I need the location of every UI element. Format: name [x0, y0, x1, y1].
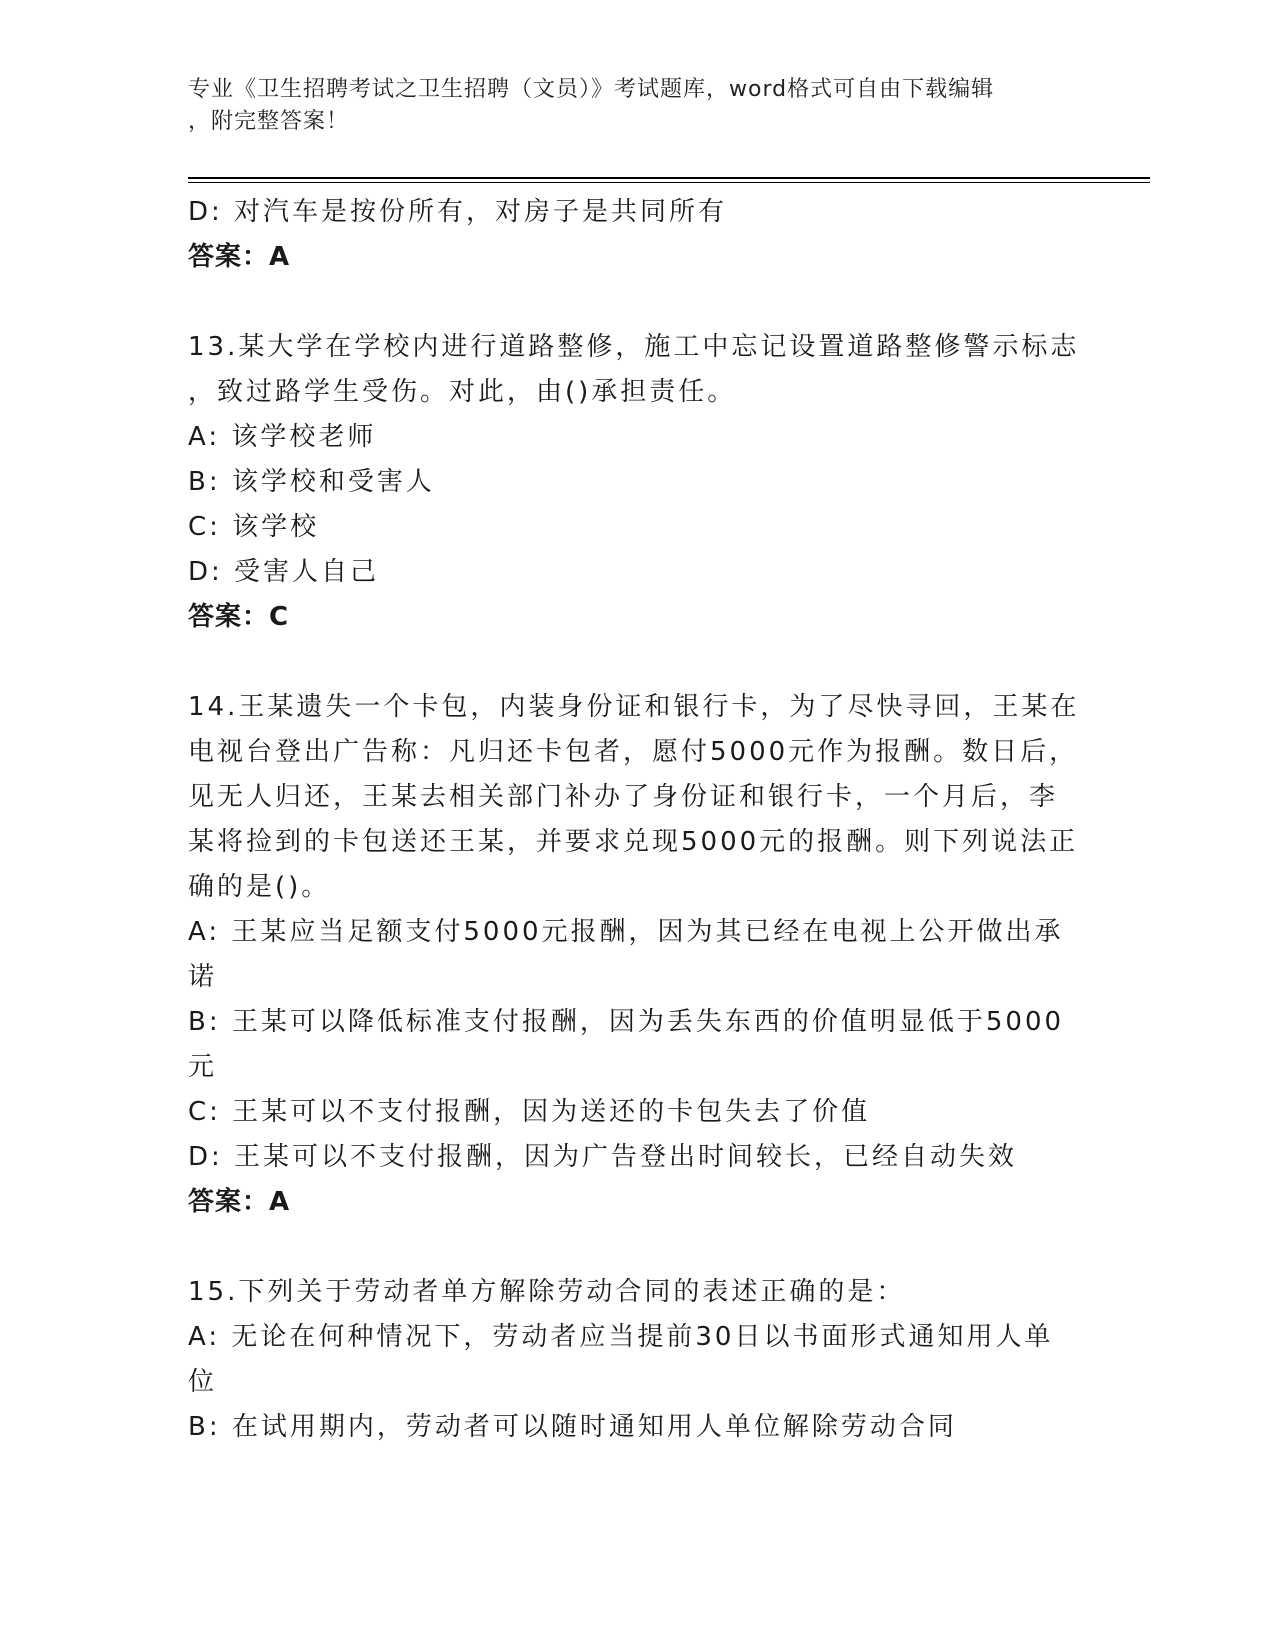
answer: 答案：C	[188, 602, 290, 632]
option-b-continued: 元	[188, 1052, 218, 1082]
question-stem-line: 某将捡到的卡包送还王某，并要求兑现5000元的报酬。则下列说法正	[188, 827, 1079, 857]
question-stem-line: 13.某大学在学校内进行道路整修，施工中忘记设置道路整修警示标志	[188, 332, 1080, 362]
question-stem-line: 确的是()。	[188, 872, 331, 902]
option-a-continued: 位	[188, 1367, 218, 1397]
page-header	[188, 74, 1068, 138]
option-d: D: 对汽车是按份所有，对房子是共同所有	[188, 197, 728, 227]
spacer	[188, 1225, 1088, 1270]
option-b: B: 王某可以降低标准支付报酬，因为丢失东西的价值明显低于5000	[188, 1007, 1065, 1037]
option-c: C: 该学校	[188, 512, 320, 542]
header-line-1: 专业《卫生招聘考试之卫生招聘（文员）》考试题库，word格式可自由下载编辑	[188, 77, 995, 102]
option-a: A: 王某应当足额支付5000元报酬，因为其已经在电视上公开做出承	[188, 917, 1064, 947]
header-divider-thin	[188, 182, 1150, 183]
question-stem-line: 电视台登出广告称：凡归还卡包者，愿付5000元作为报酬。数日后，	[188, 737, 1079, 767]
answer: 答案：A	[188, 1187, 291, 1217]
previous-question-tail	[188, 190, 1088, 280]
question-content	[188, 190, 1088, 1450]
spacer	[188, 280, 1088, 325]
option-b: B: 该学校和受害人	[188, 467, 435, 497]
question-14	[188, 685, 1088, 1225]
question-stem-line: 14.王某遗失一个卡包，内装身份证和银行卡，为了尽快寻回，王某在	[188, 692, 1080, 722]
spacer	[188, 640, 1088, 685]
option-d: D: 王某可以不支付报酬，因为广告登出时间较长，已经自动失效	[188, 1142, 1018, 1172]
answer: 答案：A	[188, 242, 291, 272]
option-a: A: 该学校老师	[188, 422, 377, 452]
option-c: C: 王某可以不支付报酬，因为送还的卡包失去了价值	[188, 1097, 871, 1127]
question-stem-line: ，致过路学生受伤。对此，由()承担责任。	[188, 377, 737, 407]
header-divider-thick	[188, 177, 1150, 179]
question-stem-line: 15.下列关于劳动者单方解除劳动合同的表述正确的是：	[188, 1277, 906, 1307]
question-15	[188, 1270, 1088, 1450]
option-d: D: 受害人自己	[188, 557, 380, 587]
header-line-2: ，附完整答案！	[188, 109, 350, 134]
question-13	[188, 325, 1088, 640]
option-a: A: 无论在何种情况下，劳动者应当提前30日以书面形式通知用人单	[188, 1322, 1054, 1352]
question-stem-line: 见无人归还，王某去相关部门补办了身份证和银行卡，一个月后，李	[188, 782, 1059, 812]
option-a-continued: 诺	[188, 962, 218, 992]
option-b: B: 在试用期内，劳动者可以随时通知用人单位解除劳动合同	[188, 1412, 957, 1442]
